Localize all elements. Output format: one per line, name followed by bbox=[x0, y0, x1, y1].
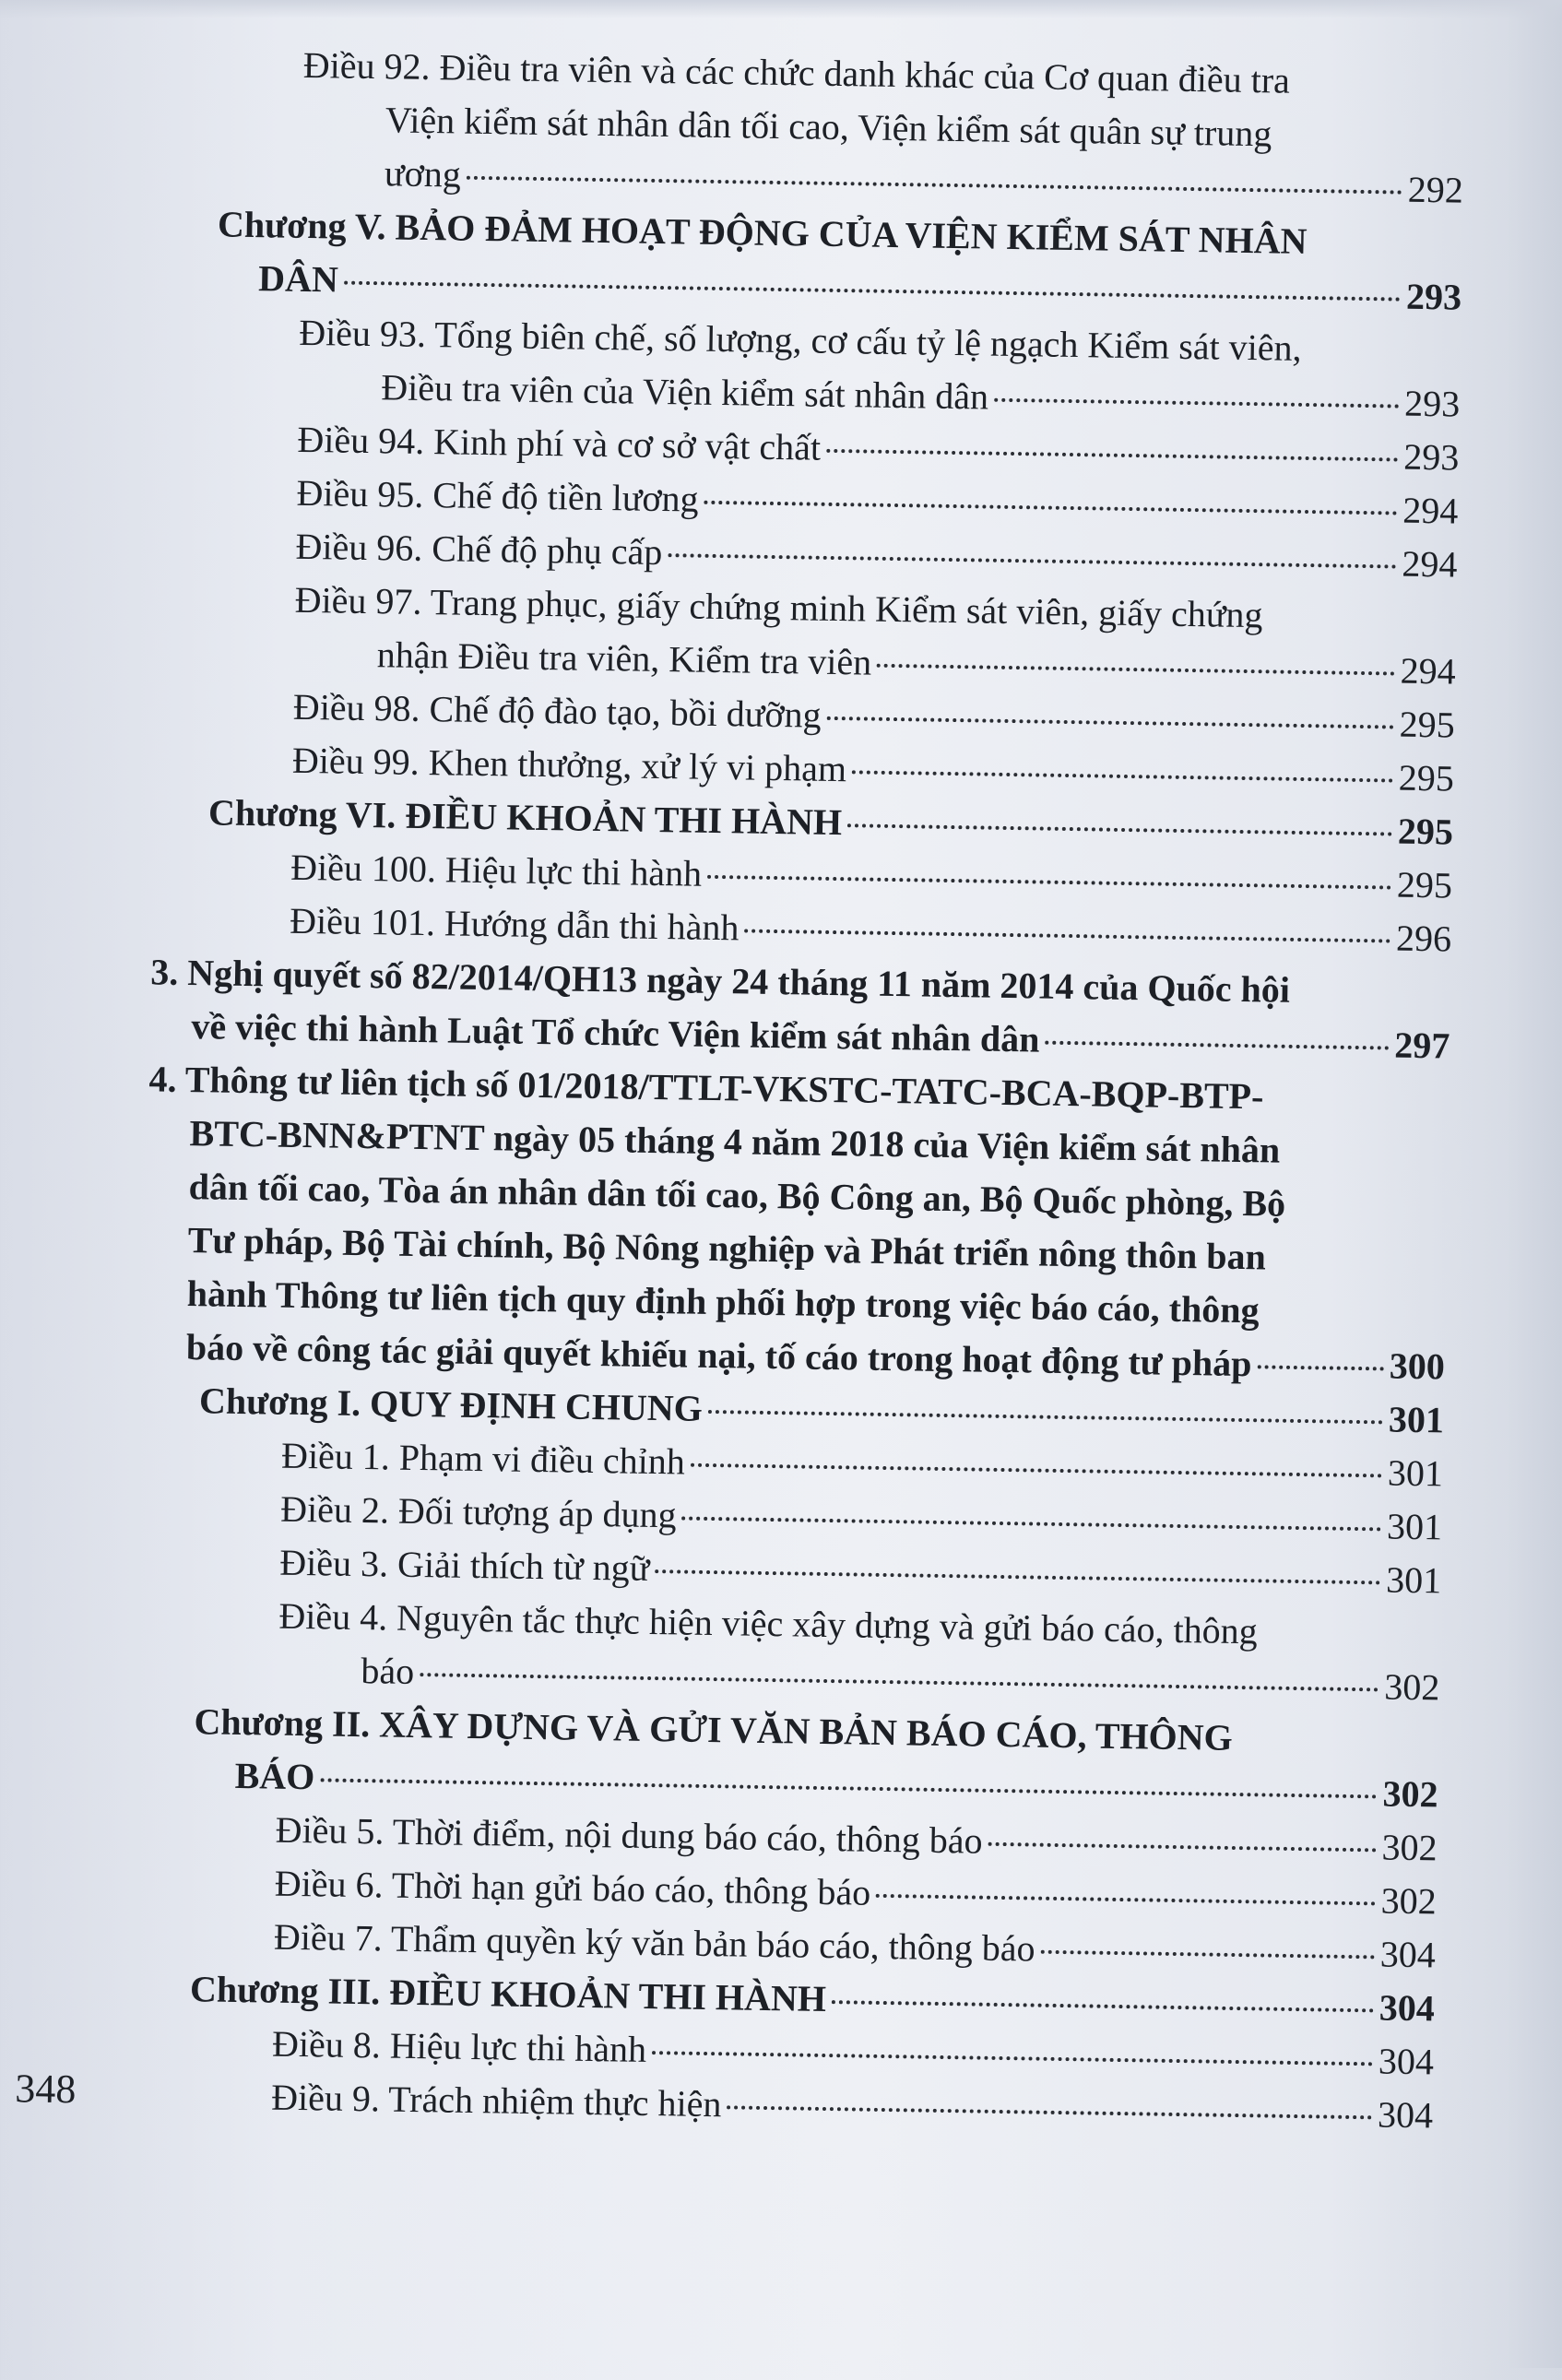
toc-entry-text: Điều 95. Chế độ tiền lương bbox=[296, 471, 699, 520]
toc-entry bbox=[134, 196, 1463, 325]
table-of-contents bbox=[105, 36, 1465, 2142]
toc-entry bbox=[110, 1694, 1439, 1822]
toc-page-number: 301 bbox=[1388, 1398, 1445, 1441]
toc-entry-text: 4. Thông tư liên tịch số 01/2018/TTLT-VKSTC-TATC-BCA-BQP-BTP- bbox=[148, 1058, 1264, 1118]
toc-page-number: 295 bbox=[1397, 810, 1454, 853]
toc-entry bbox=[112, 1587, 1441, 1715]
dot-leader bbox=[707, 875, 1391, 890]
toc-page-number: 294 bbox=[1402, 542, 1458, 586]
dot-leader bbox=[847, 823, 1392, 835]
toc-entry-text: Viện kiểm sát nhân dân tối cao, Viện kiểm sát quân sự trung bbox=[385, 99, 1272, 155]
toc-entry-text: Điều 9. Trách nhiệm thực hiện bbox=[270, 2076, 722, 2125]
toc-entry-text: hành Thông tư liên tịch quy định phối hợp trong việc báo cáo, thông bbox=[186, 1273, 1260, 1332]
toc-entry bbox=[117, 1052, 1450, 1394]
dot-leader bbox=[1045, 1041, 1389, 1050]
toc-page-number: 297 bbox=[1393, 1024, 1450, 1067]
toc-page-number: 304 bbox=[1379, 1933, 1437, 1976]
toc-entry-text: ương bbox=[384, 152, 462, 195]
toc-entry-text: Điều 1. Phạm vi điều chỉnh bbox=[280, 1434, 686, 1483]
dot-leader bbox=[1257, 1365, 1383, 1370]
toc-entry-text: báo bbox=[361, 1650, 415, 1692]
toc-entry-text: Điều 2. Đối tượng áp dụng bbox=[279, 1487, 677, 1536]
toc-page-number: 304 bbox=[1377, 2093, 1434, 2137]
dot-leader bbox=[691, 1463, 1382, 1478]
toc-entry-text: Điều 99. Khen thưởng, xử lý vi phạm bbox=[291, 739, 847, 790]
dot-leader bbox=[655, 1569, 1380, 1584]
toc-page-number: 296 bbox=[1395, 917, 1452, 960]
toc-page-number: 302 bbox=[1382, 1772, 1438, 1816]
dot-leader bbox=[708, 1410, 1383, 1424]
dot-leader bbox=[320, 1778, 1377, 1798]
toc-entry bbox=[122, 945, 1451, 1073]
toc-page-number: 300 bbox=[1389, 1344, 1446, 1388]
toc-page-number: 295 bbox=[1399, 703, 1456, 746]
toc-entry bbox=[132, 303, 1461, 432]
dot-leader bbox=[704, 501, 1398, 515]
toc-entry-text: 3. Nghị quyết số 82/2014/QH13 ngày 24 tháng 11 năm 2014 của Quốc hội bbox=[150, 951, 1291, 1011]
toc-entry-text: Điều 98. Chế độ đào tạo, bồi dưỡng bbox=[292, 685, 822, 736]
page-edge-shadow bbox=[1507, 0, 1562, 2368]
dot-leader bbox=[988, 1842, 1377, 1853]
dot-leader bbox=[467, 176, 1402, 195]
dot-leader bbox=[826, 449, 1398, 462]
dot-leader bbox=[832, 2000, 1374, 2012]
toc-entry bbox=[136, 36, 1466, 218]
page-number: 348 bbox=[14, 2066, 77, 2113]
dot-leader bbox=[994, 398, 1399, 409]
toc-entry-text: về việc thi hành Luật Tổ chức Viện kiểm sát nhân dân bbox=[191, 1005, 1040, 1060]
toc-page-number: 295 bbox=[1398, 756, 1455, 799]
dot-leader bbox=[682, 1517, 1382, 1532]
toc-entry-text: Điều 3. Giải thích từ ngữ bbox=[278, 1541, 650, 1589]
toc-entry-text: Chương II. XÂY DỰNG VÀ GỬI VĂN BẢN BÁO CÁO, THÔNG bbox=[194, 1700, 1234, 1758]
toc-entry-text: dân tối cao, Tòa án nhân dân tối cao, Bộ Công an, Bộ Quốc phòng, Bộ bbox=[188, 1166, 1286, 1225]
toc-entry bbox=[127, 571, 1457, 699]
toc-entry-text: Chương VI. ĐIỀU KHOẢN THI HÀNH bbox=[207, 791, 843, 844]
toc-page-number: 293 bbox=[1403, 382, 1461, 425]
toc-entry-text: Điều tra viên của Viện kiểm sát nhân dân bbox=[381, 366, 989, 418]
dot-leader bbox=[744, 930, 1390, 943]
toc-page-number: 302 bbox=[1383, 1665, 1440, 1709]
toc-entry-text: Điều 97. Trang phục, giấy chứng minh Kiểm sát viên, giấy chứng bbox=[294, 578, 1263, 636]
dot-leader bbox=[852, 770, 1393, 782]
dot-leader bbox=[668, 553, 1396, 568]
toc-page-number: 292 bbox=[1407, 168, 1464, 211]
dot-leader bbox=[1040, 1950, 1374, 1960]
toc-page-number: 304 bbox=[1379, 1986, 1436, 2030]
page-top-shadow bbox=[0, 0, 1562, 18]
toc-page-number: 293 bbox=[1402, 435, 1460, 479]
toc-entry-text: báo về công tác giải quyết khiếu nại, tố cáo trong hoạt động tư pháp bbox=[185, 1326, 1252, 1385]
dot-leader bbox=[344, 281, 1401, 302]
toc-entry-text: Điều 5. Thời điểm, nội dung báo cáo, thông báo bbox=[275, 1808, 983, 1862]
dot-leader bbox=[876, 1894, 1376, 1906]
toc-entry-text: Chương I. QUY ĐỊNH CHUNG bbox=[198, 1379, 704, 1429]
toc-entry-text: BTC-BNN&PTNT ngày 05 tháng 4 năm 2018 của Viện kiểm sát nhân bbox=[189, 1112, 1281, 1171]
toc-page-number: 294 bbox=[1400, 649, 1457, 693]
toc-entry-text: Điều 93. Tổng biên chế, số lượng, cơ cấu tỷ lệ ngạch Kiểm sát viên, bbox=[298, 311, 1302, 369]
toc-entry-text: Chương V. BẢO ĐẢM HOẠT ĐỘNG CỦA VIỆN KIỂM SÁT NHÂN bbox=[217, 203, 1308, 262]
toc-entry-text: Tư pháp, Bộ Tài chính, Bộ Nông nghiệp và Phát triển nông thôn ban bbox=[187, 1219, 1267, 1278]
toc-page-number: 293 bbox=[1405, 275, 1462, 318]
dot-leader bbox=[727, 2105, 1372, 2119]
toc-page-number: 301 bbox=[1386, 1505, 1443, 1548]
toc-entry-text: nhận Điều tra viên, Kiểm tra viên bbox=[376, 633, 872, 683]
toc-entry-text: Điều 4. Nguyên tắc thực hiện việc xây dựng và gửi báo cáo, thông bbox=[278, 1594, 1259, 1652]
toc-entry-text: Điều 8. Hiệu lực thi hành bbox=[271, 2022, 647, 2070]
toc-entry-text: DÂN bbox=[257, 257, 339, 301]
toc-entry-text: Chương III. ĐIỀU KHOẢN THI HÀNH bbox=[189, 1968, 827, 2020]
dot-leader bbox=[652, 2051, 1373, 2066]
toc-entry-text: BÁO bbox=[234, 1754, 315, 1798]
toc-entry-text: Điều 94. Kinh phí và cơ sở vật chất bbox=[297, 418, 822, 468]
toc-page-number: 301 bbox=[1385, 1558, 1442, 1602]
toc-entry-text: Điều 96. Chế độ phụ cấp bbox=[295, 525, 663, 574]
toc-page-number: 304 bbox=[1378, 2040, 1435, 2083]
dot-leader bbox=[877, 664, 1395, 676]
toc-entry-text: Điều 100. Hiệu lực thi hành bbox=[290, 846, 703, 894]
toc-page-number: 301 bbox=[1387, 1451, 1444, 1495]
toc-entry-text: Điều 7. Thẩm quyền ký văn bản báo cáo, thông báo bbox=[273, 1915, 1035, 1970]
toc-entry-text: Điều 101. Hướng dẫn thi hành bbox=[289, 899, 740, 949]
toc-page-number: 295 bbox=[1396, 863, 1453, 906]
toc-entry-text: Điều 6. Thời hạn gửi báo cáo, thông báo bbox=[274, 1862, 871, 1913]
toc-entry-text: Điều 92. Điều tra viên và các chức danh khác của Cơ quan điều tra bbox=[302, 43, 1291, 101]
dot-leader bbox=[420, 1673, 1379, 1691]
toc-page-number: 302 bbox=[1380, 1879, 1438, 1923]
dot-leader bbox=[827, 716, 1394, 729]
toc-page-number: 294 bbox=[1402, 489, 1459, 532]
toc-page-number: 302 bbox=[1381, 1826, 1438, 1869]
